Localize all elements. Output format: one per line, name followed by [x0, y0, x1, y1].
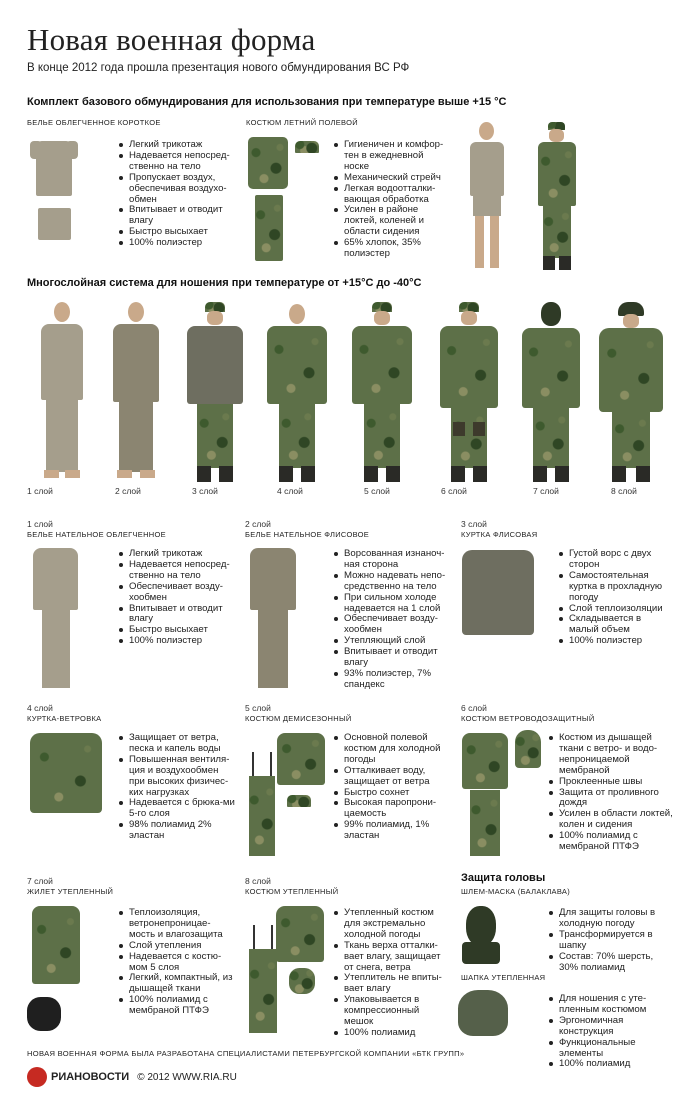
item-5-features — [333, 733, 451, 842]
short-tshirt-image — [30, 135, 78, 201]
model-layer-5 — [350, 302, 414, 482]
feature-item: Функциональные элементы — [548, 1038, 673, 1060]
layer-label-4: 4 слой — [277, 486, 303, 496]
layer-label-8: 8 слой — [611, 486, 637, 496]
feature-item: Высокая паропрони-цаемость — [333, 798, 451, 820]
model-layer-7 — [520, 302, 582, 482]
feature-item: 100% полиамид с мембраной ПТФЭ — [118, 995, 236, 1017]
item-8-caption: КОСТЮМ УТЕПЛЕННЫЙ — [245, 887, 339, 896]
item-5-caption: КОСТЮМ ДЕМИСЕЗОННЫЙ — [245, 714, 352, 723]
feature-item: Состав: 70% шерсть, 30% полиамид — [548, 952, 673, 974]
page-subtitle: В конце 2012 года прошла презентация нового обмундирования ВС РФ — [27, 62, 410, 74]
feature-item: Защита от проливного дождя — [548, 788, 673, 810]
feature-item: Легкий, компактный, из дышащей ткани — [118, 973, 236, 995]
summer-suit-features — [333, 140, 445, 260]
feature-item: Гигиеничен и комфор-тен в ежедневной носке — [333, 140, 445, 173]
basic-underwear-features — [118, 140, 236, 249]
feature-item: 99% полиамид, 1% эластан — [333, 820, 451, 842]
model-layer-2 — [109, 302, 163, 482]
feature-item: 100% полиэстер — [118, 636, 236, 647]
feature-item: Трансформируется в шапку — [548, 930, 673, 952]
model-layer-3 — [185, 302, 245, 482]
item-6-features — [548, 733, 673, 853]
ria-logo-icon — [27, 1067, 47, 1087]
item-6-jacket-image — [462, 733, 508, 789]
short-boxers-image — [38, 208, 71, 240]
feature-item: Проклеенные швы — [548, 777, 673, 788]
feature-item: Легкий трикотаж — [118, 549, 236, 560]
item-1-shirt-image — [33, 548, 78, 610]
layer-label-5: 5 слой — [364, 486, 390, 496]
ria-logo[interactable] — [27, 1067, 237, 1087]
feature-item: При сильном холоде надевается на 1 слой — [333, 593, 455, 615]
basic-kit-heading: Комплект базового обмундирования для использования при температуре выше +15 °С — [27, 96, 507, 108]
feature-item: Для защиты головы в холодную погоду — [548, 908, 673, 930]
model-basic-underwear — [465, 122, 509, 270]
item-6-layer: 6 слой — [461, 703, 487, 713]
feature-item: Самостоятельная куртка в прохладную погоду — [558, 571, 670, 604]
feature-item: Усилен в области локтей, колен и сидения — [548, 809, 673, 831]
item-5-trousers-image — [249, 752, 275, 856]
item-3-features — [558, 549, 670, 647]
feature-item: Слой теплоизоляции — [558, 604, 670, 615]
feature-item: 65% хлопок, 35% полиэстер — [333, 238, 445, 260]
item-7-layer: 7 слой — [27, 876, 53, 886]
field-cap-image — [295, 141, 319, 153]
item-5-cap-image — [287, 795, 311, 807]
item-4-layer: 4 слой — [27, 703, 53, 713]
feature-item: Ворсованная изнаноч-ная сторона — [333, 549, 455, 571]
feature-item: Быстро высыхает — [118, 227, 236, 238]
feature-item: Быстро высыхает — [118, 625, 236, 636]
item-7-vest-image — [32, 906, 80, 984]
feature-item: Теплоизоляция, ветронепроницае-мость и влагозащита — [118, 908, 236, 941]
multilayer-heading: Многослойная система для ношения при температуре от +15°С до -40°С — [27, 277, 422, 289]
item-1-features — [118, 549, 236, 647]
feature-item: 100% полиэстер — [558, 636, 670, 647]
item-2-fleece-top-image — [250, 548, 296, 610]
item-8-features — [333, 908, 451, 1039]
feature-item: Эргономичная конструкция — [548, 1016, 673, 1038]
item-6-trousers-image — [470, 790, 500, 856]
item-1-layer: 1 слой — [27, 519, 53, 529]
feature-item: Упаковывается в компрессионный мешок — [333, 995, 451, 1028]
feature-item: Можно надевать непо-средственно на тело — [333, 571, 455, 593]
feature-item: Механический стрейч — [333, 173, 445, 184]
basic-underwear-caption: БЕЛЬЕ ОБЛЕГЧЕННОЕ КОРОТКОЕ — [27, 118, 161, 127]
feature-item: Ткань верха отталки-вает влагу, защищает от снега, ветра — [333, 941, 451, 974]
item-5-layer: 5 слой — [245, 703, 271, 713]
item-3-caption: КУРТКА ФЛИСОВАЯ — [461, 530, 538, 539]
feature-item: 98% полиамид 2% эластан — [118, 820, 236, 842]
model-basic-summer-suit — [535, 122, 579, 272]
item-7-caption: ЖИЛЕТ УТЕПЛЕННЫЙ — [27, 887, 114, 896]
feature-item: Утеплитель не впиты-вает влагу — [333, 973, 451, 995]
feature-item: Складывается в малый объем — [558, 614, 670, 636]
item-6-caption: КОСТЮМ ВЕТРОВОДОЗАЩИТНЫЙ — [461, 714, 595, 723]
feature-item: Густой ворс с двух сторон — [558, 549, 670, 571]
model-layer-6 — [438, 302, 500, 482]
item-3-layer: 3 слой — [461, 519, 487, 529]
feature-item: Впитывает и отводит влагу — [333, 647, 455, 669]
feature-item: Пропускает воздух, обеспечивая воздухо-обмен — [118, 173, 236, 206]
model-layer-8 — [598, 302, 664, 482]
item-8-trousers-image — [249, 925, 277, 1033]
feature-item: Для ношения с уте-пленным костюмом — [548, 994, 673, 1016]
feature-item: Обеспечивает возду-хообмен — [333, 614, 455, 636]
item-4-features — [118, 733, 236, 842]
feature-item: Надевается с костю-мом 5 слоя — [118, 952, 236, 974]
layer-label-1: 1 слой — [27, 486, 53, 496]
winter-hat-features — [548, 994, 673, 1070]
feature-item: Легкая водоотталки-вающая обработка — [333, 184, 445, 206]
feature-item: Надевается непосред-ственно на тело — [118, 151, 236, 173]
model-layer-1 — [37, 302, 87, 482]
head-protection-title: Защита головы — [461, 872, 546, 884]
item-2-features — [333, 549, 455, 691]
summer-jacket-image — [248, 137, 288, 189]
item-8-layer: 8 слой — [245, 876, 271, 886]
item-7-features — [118, 908, 236, 1017]
item-2-layer: 2 слой — [245, 519, 271, 529]
feature-item: Быстро сохнет — [333, 788, 451, 799]
feature-item: 100% полиамид с мембраной ПТФЭ — [548, 831, 673, 853]
winter-hat-caption: ШАПКА УТЕПЛЕННАЯ — [461, 973, 546, 982]
item-5-jacket-image — [277, 733, 325, 785]
page-title: Новая военная форма — [27, 22, 316, 57]
feature-item: Надевается с брюка-ми 5-го слоя — [118, 798, 236, 820]
feature-item: Защищает от ветра, песка и капель воды — [118, 733, 236, 755]
feature-item: Легкий трикотаж — [118, 140, 236, 151]
model-layer-4 — [265, 302, 329, 482]
feature-item: Впитывает и отводит влагу — [118, 205, 236, 227]
feature-item: Слой утепления — [118, 941, 236, 952]
feature-item: Утепленный костюм для экстремально холодной погоды — [333, 908, 451, 941]
feature-item: Утепляющий слой — [333, 636, 455, 647]
feature-item: 93% полиэстер, 7% спандекс — [333, 669, 455, 691]
feature-item: 100% полиамид — [333, 1028, 451, 1039]
ria-brand: РИАНОВОСТИ — [51, 1071, 130, 1083]
balaclava-image — [462, 906, 500, 964]
balaclava-caption: ШЛЕМ-МАСКА (БАЛАКЛАВА) — [461, 887, 570, 896]
copyright-text: © 2012 WWW.RIA.RU — [137, 1071, 237, 1083]
layer-label-6: 6 слой — [441, 486, 467, 496]
summer-trousers-image — [255, 195, 283, 261]
item-6-hood-image — [515, 730, 541, 768]
feature-item: Отталкивает воду, защищает от ветра — [333, 766, 451, 788]
feature-item: Обеспечивает возду-хообмен — [118, 582, 236, 604]
feature-item: Основной полевой костюм для холодной погоды — [333, 733, 451, 766]
feature-item: Усилен в районе локтей, коленей и области сидения — [333, 205, 445, 238]
item-1-caption: БЕЛЬЕ НАТЕЛЬНОЕ ОБЛЕГЧЕННОЕ — [27, 530, 166, 539]
feature-item: Впитывает и отводит влагу — [118, 604, 236, 626]
balaclava-features — [548, 908, 673, 973]
item-4-caption: КУРТКА-ВЕТРОВКА — [27, 714, 102, 723]
item-1-longjohns-image — [42, 608, 70, 688]
item-2-fleece-pants-image — [258, 608, 288, 688]
item-3-fleece-jacket-image — [462, 550, 534, 635]
footer-note: НОВАЯ ВОЕННАЯ ФОРМА БЫЛА РАЗРАБОТАНА СПЕЦИАЛИСТАМИ ПЕТЕРБУРГСКОЙ КОМПАНИИ «БТК ГРУПП» — [27, 1049, 465, 1058]
item-8-jacket-image — [276, 906, 324, 962]
feature-item: 100% полиэстер — [118, 238, 236, 249]
feature-item: Надевается непосред-ственно на тело — [118, 560, 236, 582]
layer-label-7: 7 слой — [533, 486, 559, 496]
item-7-gloves-image — [27, 997, 61, 1031]
item-4-windbreaker-image — [30, 733, 102, 813]
feature-item: Костюм из дышащей ткани с ветро- и водо-непроницаемой мембраной — [548, 733, 673, 777]
layer-label-2: 2 слой — [115, 486, 141, 496]
feature-item: Повышенная вентиля-ция и воздухообмен при высоких физичес-ких нагрузках — [118, 755, 236, 799]
winter-hat-image — [458, 990, 508, 1036]
summer-suit-caption: КОСТЮМ ЛЕТНИЙ ПОЛЕВОЙ — [246, 118, 358, 127]
layer-label-3: 3 слой — [192, 486, 218, 496]
feature-item: 100% полиамид — [548, 1059, 673, 1070]
item-2-caption: БЕЛЬЕ НАТЕЛЬНОЕ ФЛИСОВОЕ — [245, 530, 370, 539]
item-8-mittens-image — [289, 968, 315, 994]
